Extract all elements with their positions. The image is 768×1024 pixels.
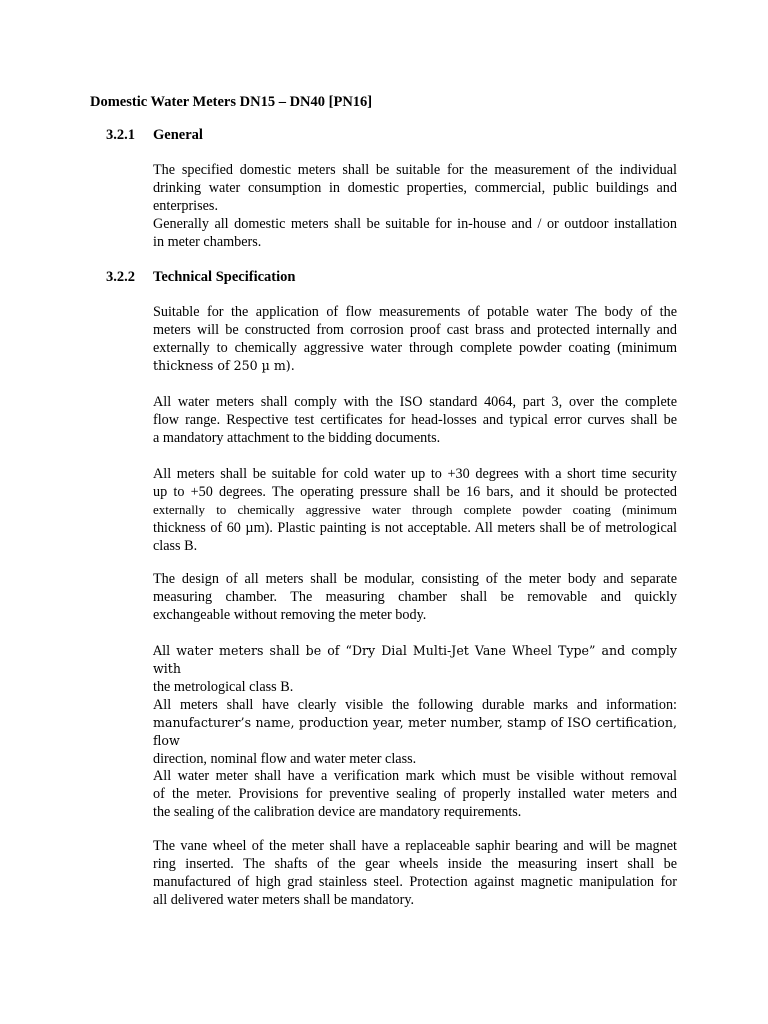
paragraph-body-construction	[153, 303, 677, 375]
text-line: in meter chambers.	[153, 234, 262, 250]
text-line: thickness of 250 µ m).	[153, 358, 295, 373]
text-line: class B.	[153, 538, 198, 554]
section-number: 3.2.2	[106, 269, 135, 285]
text-line: manufactured of high grad stainless steel. Protection against magnetic manipulation for	[153, 874, 677, 890]
text-line: The specified domestic meters shall be suitable for the measurement of the individual	[153, 162, 677, 178]
text-line: the sealing of the calibration device are mandatory requirements.	[153, 804, 522, 820]
section-title: Technical Specification	[153, 269, 296, 285]
paragraph-general	[153, 161, 677, 251]
text-line: exchangeable without removing the meter body.	[153, 607, 427, 623]
text-line: The vane wheel of the meter shall have a replaceable saphir bearing and will be magnet	[153, 838, 677, 854]
text-line: thickness of 60 µm). Plastic painting is not acceptable. All meters shall be of metrological	[153, 520, 677, 536]
text-line: meters will be constructed from corrosion proof cast brass and protected internally and	[153, 322, 677, 338]
text-line: the metrological class B.	[153, 679, 294, 695]
document-title: Domestic Water Meters DN15 – DN40 [PN16]	[90, 94, 373, 110]
paragraph-meter-type	[153, 642, 677, 696]
paragraph-iso-standard	[153, 393, 677, 447]
text-line: of the meter. Provisions for preventive sealing of properly installed water meters and	[153, 786, 677, 802]
text-line: All water meters shall comply with the ISO standard 4064, part 3, over the complete	[153, 394, 677, 410]
text-line: enterprises.	[153, 198, 219, 214]
section-title: General	[153, 127, 203, 143]
text-line: Suitable for the application of flow measurements of potable water The body of the	[153, 304, 677, 320]
text-line: All water meters shall be of “Dry Dial Multi-Jet Vane Wheel Type” and comply with	[153, 643, 677, 676]
text-line: externally to chemically aggressive water through complete powder coating (minimum	[153, 340, 677, 356]
text-line: The design of all meters shall be modular, consisting of the meter body and separate	[153, 571, 677, 587]
paragraph-modular-design	[153, 570, 677, 624]
text-line: All meters shall be suitable for cold water up to +30 degrees with a short time security	[153, 466, 677, 482]
text-line: flow range. Respective test certificates for head-losses and typical error curves shall be	[153, 412, 677, 428]
text-line: externally to chemically aggressive water through complete powder coating (minimum	[153, 502, 677, 517]
text-line: ring inserted. The shafts of the gear wheels inside the measuring insert shall be	[153, 856, 677, 872]
text-line: up to +50 degrees. The operating pressure shall be 16 bars, and it should be protected	[153, 484, 677, 500]
section-heading-general	[106, 127, 203, 144]
text-line: All meters shall have clearly visible the following durable marks and information:	[153, 697, 677, 713]
paragraph-vane-wheel	[153, 837, 677, 909]
text-line: Generally all domestic meters shall be suitable for in-house and / or outdoor installation	[153, 216, 677, 232]
section-heading-technical-specification	[106, 269, 295, 286]
paragraph-temperature-pressure	[153, 465, 677, 555]
text-line: measuring chamber. The measuring chamber shall be removable and quickly	[153, 589, 677, 605]
text-line: drinking water consumption in domestic properties, commercial, public buildings and	[153, 180, 677, 196]
text-line: All water meter shall have a verification mark which must be visible without removal	[153, 768, 677, 784]
paragraph-verification-mark	[153, 767, 677, 821]
paragraph-durable-marks	[153, 696, 677, 768]
text-line: manufacturer’s name, production year, meter number, stamp of ISO certification, flow	[153, 715, 677, 748]
text-line: a mandatory attachment to the bidding documents.	[153, 430, 441, 446]
text-line: all delivered water meters shall be mandatory.	[153, 892, 415, 908]
text-line: direction, nominal flow and water meter class.	[153, 751, 417, 767]
section-number: 3.2.1	[106, 127, 135, 143]
